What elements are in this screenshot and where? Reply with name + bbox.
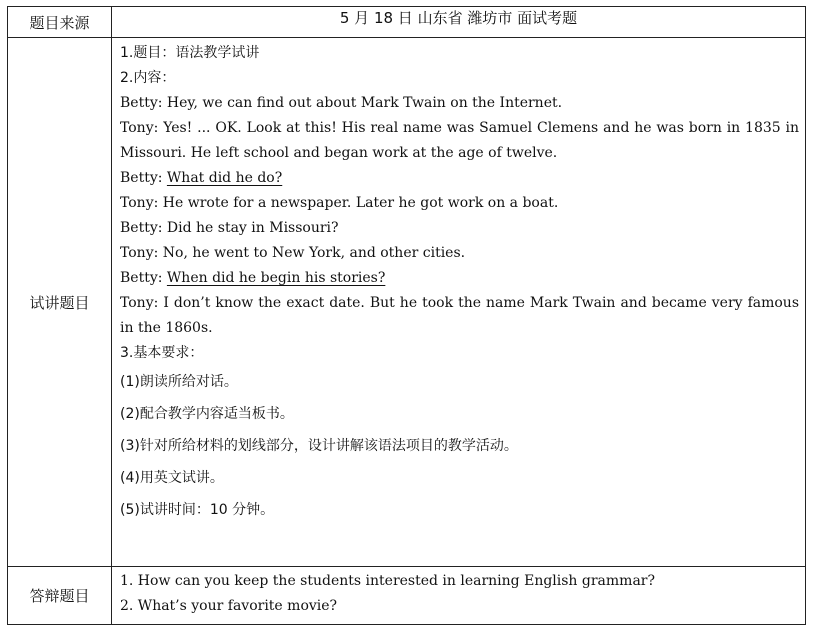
- requirement-item: (3)针对所给材料的划线部分，设计讲解该语法项目的教学活动。: [120, 438, 518, 454]
- speaker-name: Tony:: [120, 120, 159, 136]
- speaker-name: Betty:: [120, 270, 163, 286]
- speaker-name: Tony:: [120, 195, 159, 211]
- speaker-name: Tony:: [120, 295, 159, 311]
- utterance: Hey, we can find out about Mark Twain on the Internet.: [166, 95, 563, 111]
- dialogue-line: [120, 241, 799, 266]
- speaker-name: Betty:: [120, 220, 163, 236]
- defense-row: [8, 567, 806, 625]
- dialogue: [120, 91, 799, 341]
- speaker-name: Betty:: [120, 95, 163, 111]
- exam-table: [7, 6, 806, 625]
- requirements-list: [120, 366, 799, 526]
- lecture-label: 试讲题目: [8, 38, 112, 567]
- dialogue-line: [120, 116, 799, 166]
- source-label: 题目来源: [8, 7, 112, 38]
- utterance: I don’t know the exact date. But he took the name Mark Twain and became very famous in the 1860s.: [120, 295, 800, 336]
- dialogue-line: [120, 291, 799, 341]
- lecture-content-cell: [112, 38, 806, 567]
- speaker-name: Tony:: [120, 245, 159, 261]
- defense-content-cell: [112, 567, 806, 625]
- defense-question: 2. What’s your favorite movie?: [120, 598, 338, 614]
- requirement-item: (4)用英文试讲。: [120, 470, 224, 486]
- requirement-item: (1)朗读所给对话。: [120, 374, 238, 390]
- requirement-item: (5)试讲时间：10 分钟。: [120, 502, 275, 518]
- speaker-name: Betty:: [120, 170, 163, 186]
- dialogue-line: [120, 266, 799, 291]
- utterance: No, he went to New York, and other cities.: [162, 245, 466, 261]
- defense-questions: [112, 567, 805, 621]
- header-row: [8, 7, 806, 38]
- requirements-heading: 3.基本要求：: [120, 345, 204, 361]
- dialogue-line: [120, 166, 799, 191]
- lecture-topic: 1.题目：语法教学试讲: [120, 45, 260, 61]
- lecture-content: [112, 38, 805, 526]
- defense-question: 1. How can you keep the students interested in learning English grammar?: [120, 573, 655, 589]
- underlined-utterance: What did he do?: [166, 170, 283, 186]
- underlined-utterance: When did he begin his stories?: [166, 270, 386, 286]
- defense-label: 答辩题目: [8, 567, 112, 625]
- utterance: He wrote for a newspaper. Later he got work on a boat.: [162, 195, 559, 211]
- source-value: 5 月 18 日 山东省 潍坊市 面试考题: [112, 7, 806, 38]
- content-heading: 2.内容：: [120, 70, 176, 86]
- dialogue-line: [120, 191, 799, 216]
- dialogue-line: [120, 91, 799, 116]
- requirement-item: (2)配合教学内容适当板书。: [120, 406, 294, 422]
- dialogue-line: [120, 216, 799, 241]
- lecture-row: [8, 38, 806, 567]
- utterance: Yes! ... OK. Look at this! His real name was Samuel Clemens and he was born in 1835 in Missouri. He left school and began work at the age of twelve.: [120, 120, 800, 161]
- utterance: Did he stay in Missouri?: [166, 220, 339, 236]
